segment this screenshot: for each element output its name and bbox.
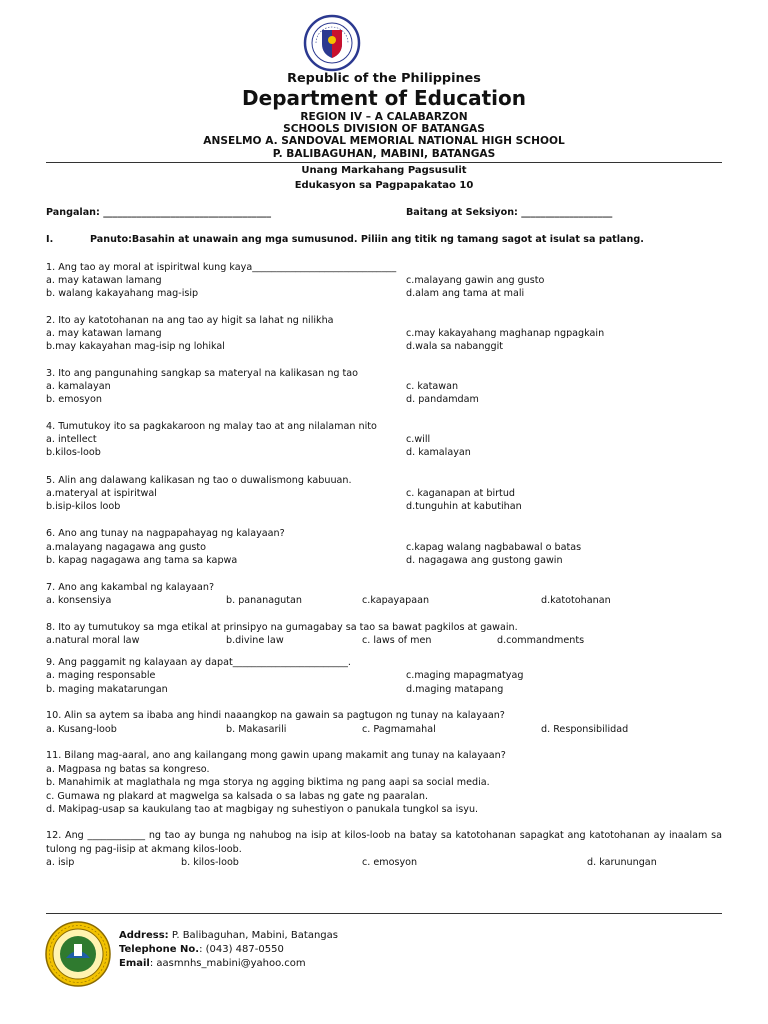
email-label: Email [119,958,150,969]
section-field: Baitang at Seksiyon: ___________________ [406,207,613,218]
choice-d: d. karunungan [587,857,657,868]
choice-d: d.commandments [497,635,585,646]
choice-d: d. nagagawa ang gustong gawin [406,555,563,566]
choice-a: a. intellect [46,434,97,445]
choice-a: a. may katawan lamang [46,328,162,339]
choice-d: d. kamalayan [406,447,471,458]
choice-a: a. Magpasa ng batas sa kongreso. [46,764,210,775]
choice-d: d. pandamdam [406,394,479,405]
choice-d: d.wala sa nabanggit [406,341,504,352]
footer-address [119,930,338,941]
exam-title: Unang Markahang Pagsusulit [301,165,467,176]
address-value: P. Balibaguhan, Mabini, Batangas [168,930,338,941]
instruction-number: I. [46,234,54,245]
question-text: 6. Ano ang tunay na nagpapahayag ng kalayaan? [46,528,285,539]
choice-c: c. Gumawa ng plakard at magwelga sa kalsada o sa labas ng gate ng paaralan. [46,791,428,802]
choice-a: a. may katawan lamang [46,275,162,286]
choice-d: d.tunguhin at kabutihan [406,501,522,512]
address-label: Address: [119,930,169,941]
choice-c: c. kaganapan at birtud [406,488,515,499]
choice-b: b. kilos-loob [181,857,239,868]
choice-c: c. katawan [406,381,459,392]
instruction-text: Panuto:Basahin at unawain ang mga sumusunod. Piliin ang titik ng tamang sagot at isulat sa patlang. [90,234,644,245]
choice-d: d.maging matapang [406,684,504,695]
choice-c: c.kapag walang nagbabawal o batas [406,542,582,553]
choice-a: a.malayang nagagawa ang gusto [46,542,207,553]
choice-d: d.katotohanan [541,595,611,606]
deped-seal-logo [296,14,368,72]
question-text: 2. Ito ay katotohanan na ang tao ay higit sa lahat ng nilikha [46,315,334,326]
choice-a: a. kamalayan [46,381,111,392]
school-heading: ANSELMO A. SANDOVAL MEMORIAL NATIONAL HIGH SCHOOL [203,135,565,147]
question-text: 1. Ang tao ay moral at ispiritwal kung kaya______________________________ [46,262,397,273]
choice-b: b. kapag nagagawa ang tama sa kapwa [46,555,238,566]
choice-b: b. Makasarili [226,724,287,735]
question-text: 4. Tumutukoy ito sa pagkakaroon ng malay tao at ang nilalaman nito [46,421,377,432]
choice-a: a. maging responsable [46,670,156,681]
region-heading: REGION IV – A CALABARZON [300,111,468,123]
question-text: 7. Ano ang kakambal ng kalayaan? [46,582,215,593]
school-seal-logo [44,920,112,988]
choice-c: c.kapayapaan [362,595,430,606]
question-text: 12. Ang ____________ ng tao ay bunga ng nahubog na isip at kilos-loob na batay sa katotohanan sapagkat ang katotohanan ay inaalam sa tulong ng pag-iisip at akmang kilos-loob. [46,830,722,855]
department-heading: Department of Education [242,86,526,110]
choice-d: d. Responsibilidad [541,724,629,735]
header-divider [46,162,722,163]
question-text: 9. Ang paggamit ng kalayaan ay dapat________________________. [46,657,351,668]
name-field: Pangalan: ___________________________________ [46,207,272,218]
choice-b: b. emosyon [46,394,102,405]
question-text: 11. Bilang mag-aaral, ano ang kailangang mong gawin upang makamit ang tunay na kalayaan? [46,750,506,761]
choice-b: b. pananagutan [226,595,302,606]
choice-b: b.may kakayahan mag-isip ng lohikal [46,341,225,352]
choice-c: c. emosyon [362,857,418,868]
choice-c: c.will [406,434,431,445]
question-text: 8. Ito ay tumutukoy sa mga etikal at prinsipyo na gumagabay sa tao sa bawat pagkilos at gawain. [46,622,518,633]
choice-a: a.materyal at ispiritwal [46,488,157,499]
choice-c: c. Pagmamahal [362,724,436,735]
choice-d: d. Makipag-usap sa kaukulang tao at magbigay ng suhestiyon o panukala tungkol sa isyu. [46,804,479,815]
footer-email [119,958,306,969]
choice-b: b.kilos-loob [46,447,101,458]
choice-c: c.maging mapagmatyag [406,670,524,681]
choice-b: b. Manahimik at maglathala ng mga storya ng agging biktima ng pang aapi sa social media. [46,777,490,788]
footer-phone [119,944,284,955]
choice-c: c.may kakayahang maghanap ngpagkain [406,328,605,339]
footer-divider [46,913,722,914]
choice-a: a. isip [46,857,75,868]
choice-c: c. laws of men [362,635,432,646]
exam-subject: Edukasyon sa Pagpapakatao 10 [294,180,474,191]
phone-value: : (043) 487-0550 [199,944,284,955]
question-text: 5. Alin ang dalawang kalikasan ng tao o duwalismong kabuuan. [46,475,352,486]
choice-b: b. maging makatarungan [46,684,168,695]
choice-d: d.alam ang tama at mali [406,288,525,299]
choice-b: b.divine law [226,635,284,646]
choice-b: b.isip-kilos loob [46,501,121,512]
division-heading: SCHOOLS DIVISION OF BATANGAS [283,123,485,135]
choice-a: a.natural moral law [46,635,140,646]
choice-a: a. konsensiya [46,595,112,606]
email-value: : aasmnhs_mabini@yahoo.com [149,958,306,969]
address-heading: P. BALIBAGUHAN, MABINI, BATANGAS [272,148,496,160]
question-text: 3. Ito ang pangunahing sangkap sa materyal na kalikasan ng tao [46,368,359,379]
choice-c: c.malayang gawin ang gusto [406,275,545,286]
republic-heading: Republic of the Philippines [287,71,481,86]
choice-a: a. Kusang-loob [46,724,117,735]
question-text: 10. Alin sa aytem sa ibaba ang hindi naaangkop na gawain sa pagtugon ng tunay na kalayaan? [46,710,505,721]
choice-b: b. walang kakayahang mag-isip [46,288,199,299]
phone-label: Telephone No. [119,944,200,955]
